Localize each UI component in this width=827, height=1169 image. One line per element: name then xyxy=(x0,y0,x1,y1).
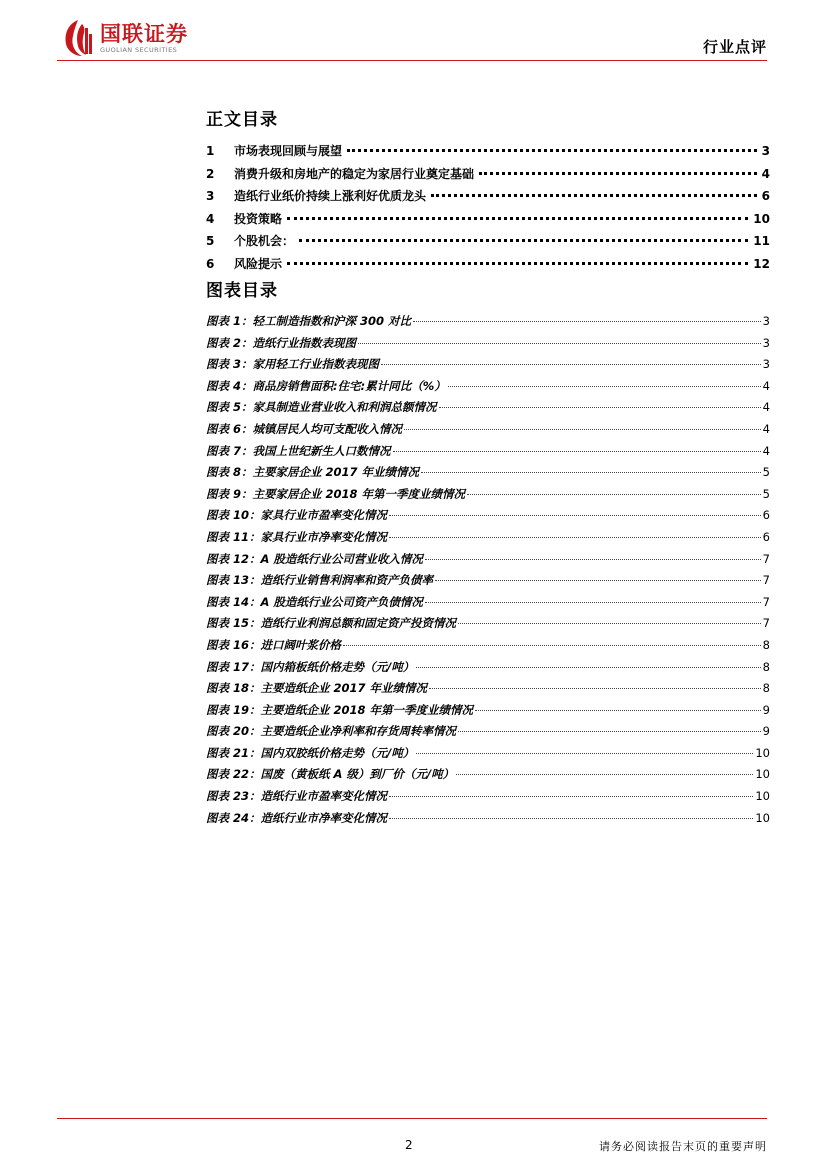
figure-leader-dots xyxy=(425,559,761,560)
figure-leader-dots xyxy=(435,580,761,581)
figure-item-text: 图表 23：造纸行业市盈率变化情况 xyxy=(206,789,388,804)
figure-item-page: 5 xyxy=(762,465,770,480)
figure-item-text: 图表 1：轻工制造指数和沪深 300 对比 xyxy=(206,314,412,328)
toc-leader-dots xyxy=(287,262,748,265)
toc-item[interactable] xyxy=(206,255,770,278)
toc-item-number: 6 xyxy=(206,256,215,271)
toc-item-page: 12 xyxy=(753,256,770,271)
figure-list xyxy=(206,313,770,831)
toc-leader-dots xyxy=(347,149,757,152)
figure-leader-dots xyxy=(389,818,753,819)
toc-title: 正文目录 xyxy=(206,110,278,130)
figure-item[interactable] xyxy=(206,313,770,335)
figure-item-page: 8 xyxy=(762,681,770,696)
figure-item[interactable] xyxy=(206,788,770,810)
toc-list xyxy=(206,142,770,277)
figure-item-page: 7 xyxy=(762,594,770,609)
figures-title: 图表目录 xyxy=(206,281,278,301)
figure-item-page: 3 xyxy=(762,357,770,372)
toc-item-number: 4 xyxy=(206,211,215,226)
guolian-logo-icon xyxy=(62,18,94,58)
figure-leader-dots xyxy=(458,623,761,624)
toc-leader-dots xyxy=(431,194,757,197)
figure-item[interactable] xyxy=(206,637,770,659)
figure-leader-dots xyxy=(381,364,761,365)
figure-item-page: 4 xyxy=(762,400,770,415)
figure-leader-dots xyxy=(413,321,761,322)
figure-leader-dots xyxy=(389,796,753,797)
toc-item-number: 5 xyxy=(206,234,215,248)
figure-item-text: 图表 2：造纸行业指数表现图 xyxy=(206,335,357,350)
figure-item-page: 9 xyxy=(762,724,770,739)
toc-item[interactable] xyxy=(206,210,770,233)
figure-item-page: 7 xyxy=(762,573,770,588)
figure-item-page: 7 xyxy=(762,616,770,631)
figure-leader-dots xyxy=(404,429,761,430)
toc-item[interactable] xyxy=(206,187,770,210)
figure-item[interactable] xyxy=(206,529,770,551)
figure-leader-dots xyxy=(458,731,761,732)
figure-item-text: 图表 19：主要造纸企业 2018 年第一季度业绩情况 xyxy=(206,702,474,717)
figure-item-page: 10 xyxy=(755,810,770,825)
disclaimer: 请务必阅读报告末页的重要声明 xyxy=(599,1140,767,1153)
figure-item-text: 图表 21：国内双胶纸价格走势（元/吨） xyxy=(206,745,415,760)
figure-item-text: 图表 13：造纸行业销售利润率和资产负债率 xyxy=(206,573,434,588)
figure-item-text: 图表 14：A 股造纸行业公司资产负债情况 xyxy=(206,594,423,609)
toc-item-text: 风险提示 xyxy=(234,256,283,271)
figure-item-text: 图表 3：家用轻工行业指数表现图 xyxy=(206,357,380,372)
figure-item-page: 8 xyxy=(762,659,770,674)
figure-leader-dots xyxy=(389,515,761,516)
toc-item-text: 个股机会： xyxy=(234,234,295,248)
figure-item[interactable] xyxy=(206,810,770,832)
figure-item-page: 10 xyxy=(755,767,770,782)
toc-item-number: 3 xyxy=(206,189,215,203)
figure-item-page: 7 xyxy=(762,551,770,566)
figure-item-page: 3 xyxy=(762,335,770,350)
figure-leader-dots xyxy=(343,645,761,646)
page-header xyxy=(0,0,827,70)
figure-item[interactable] xyxy=(206,335,770,357)
document-type: 行业点评 xyxy=(702,38,767,56)
figure-item[interactable] xyxy=(206,551,770,573)
figure-item-text: 图表 9：主要家居企业 2018 年第一季度业绩情况 xyxy=(206,486,466,501)
figure-item-page: 10 xyxy=(755,789,770,804)
toc-item-text: 投资策略 xyxy=(234,211,283,226)
figure-item-page: 10 xyxy=(755,745,770,760)
figure-item-text: 图表 10：家具行业市盈率变化情况 xyxy=(206,508,388,523)
figure-item[interactable] xyxy=(206,507,770,529)
figure-item-text: 图表 16：进口阔叶浆价格 xyxy=(206,637,342,652)
toc-item-text: 消费升级和房地产的稳定为家居行业奠定基础 xyxy=(234,166,475,181)
logo-english-name: GUOLIAN SECURITIES xyxy=(100,45,178,54)
figure-leader-dots xyxy=(393,451,761,452)
figure-leader-dots xyxy=(425,602,761,603)
figure-item-text: 图表 22：国废（黄板纸 A 级）到厂价（元/吨） xyxy=(206,767,455,782)
figure-item-text: 图表 24：造纸行业市净率变化情况 xyxy=(206,810,388,825)
figure-item-text: 图表 7：我国上世纪新生人口数情况 xyxy=(206,443,391,458)
figure-leader-dots xyxy=(416,667,760,668)
figure-item[interactable] xyxy=(206,745,770,767)
figure-item-text: 图表 4：商品房销售面积:住宅:累计同比（%） xyxy=(206,378,446,393)
figure-item[interactable] xyxy=(206,702,770,724)
toc-item-page: 3 xyxy=(761,144,770,158)
toc-leader-dots xyxy=(287,217,748,220)
figure-item-text: 图表 11：家具行业市净率变化情况 xyxy=(206,529,388,544)
figure-item[interactable] xyxy=(206,659,770,681)
page-number: 2 xyxy=(405,1138,413,1152)
figure-item[interactable] xyxy=(206,443,770,465)
figure-leader-dots xyxy=(421,472,761,473)
figure-item[interactable] xyxy=(206,399,770,421)
figure-item-page: 4 xyxy=(762,443,770,458)
toc-leader-dots xyxy=(299,239,748,242)
figure-item[interactable] xyxy=(206,421,770,443)
figure-leader-dots xyxy=(416,753,753,754)
contents-section xyxy=(206,108,770,831)
figure-leader-dots xyxy=(448,386,761,387)
figure-item-page: 4 xyxy=(762,421,770,436)
figure-item-text: 图表 15：造纸行业利润总额和固定资产投资情况 xyxy=(206,616,457,631)
figure-item[interactable] xyxy=(206,723,770,745)
toc-item-text: 造纸行业纸价持续上涨利好优质龙头 xyxy=(234,189,427,203)
figure-leader-dots xyxy=(389,537,761,538)
figure-item[interactable] xyxy=(206,680,770,702)
figure-item-page: 3 xyxy=(762,314,770,328)
figure-leader-dots xyxy=(439,407,761,408)
figure-item-text: 图表 12：A 股造纸行业公司营业收入情况 xyxy=(206,551,423,566)
toc-item[interactable] xyxy=(206,142,770,165)
figure-item-page: 8 xyxy=(762,637,770,652)
figure-leader-dots xyxy=(475,710,761,711)
figure-item-text: 图表 17：国内箱板纸价格走势（元/吨） xyxy=(206,659,415,674)
company-logo xyxy=(62,18,188,58)
figure-item-page: 5 xyxy=(762,486,770,501)
figure-item-page: 9 xyxy=(762,702,770,717)
toc-item-page: 6 xyxy=(761,189,770,203)
toc-item-page: 11 xyxy=(753,234,770,248)
figure-leader-dots xyxy=(358,343,761,344)
toc-item-page: 4 xyxy=(761,166,770,181)
logo-chinese-name: 国联证券 xyxy=(100,21,188,46)
toc-item[interactable] xyxy=(206,232,770,255)
figure-item-text: 图表 8：主要家居企业 2017 年业绩情况 xyxy=(206,465,420,480)
figure-item[interactable] xyxy=(206,378,770,400)
toc-item-number: 2 xyxy=(206,166,215,181)
figure-item[interactable] xyxy=(206,464,770,486)
figure-item[interactable] xyxy=(206,486,770,508)
figure-item-page: 6 xyxy=(762,508,770,523)
figure-leader-dots xyxy=(467,494,761,495)
toc-item[interactable] xyxy=(206,165,770,188)
toc-item-page: 10 xyxy=(753,211,770,226)
figure-item[interactable] xyxy=(206,572,770,594)
figure-item-text: 图表 18：主要造纸企业 2017 年业绩情况 xyxy=(206,681,428,696)
toc-item-text: 市场表现回顾与展望 xyxy=(234,144,343,158)
figure-item-text: 图表 5：家具制造业营业收入和利润总额情况 xyxy=(206,400,437,415)
header-divider xyxy=(57,60,767,61)
figure-item-text: 图表 6：城镇居民人均可支配收入情况 xyxy=(206,421,403,436)
figure-leader-dots xyxy=(456,774,753,775)
figure-item[interactable] xyxy=(206,356,770,378)
figure-item[interactable] xyxy=(206,766,770,788)
figure-leader-dots xyxy=(429,688,761,689)
figure-item[interactable] xyxy=(206,615,770,637)
toc-item-number: 1 xyxy=(206,144,215,158)
figure-item-text: 图表 20：主要造纸企业净利率和存货周转率情况 xyxy=(206,724,457,739)
figure-item-page: 4 xyxy=(762,378,770,393)
figure-item[interactable] xyxy=(206,594,770,616)
figure-item-page: 6 xyxy=(762,529,770,544)
footer-divider xyxy=(57,1118,767,1119)
toc-leader-dots xyxy=(479,172,757,175)
